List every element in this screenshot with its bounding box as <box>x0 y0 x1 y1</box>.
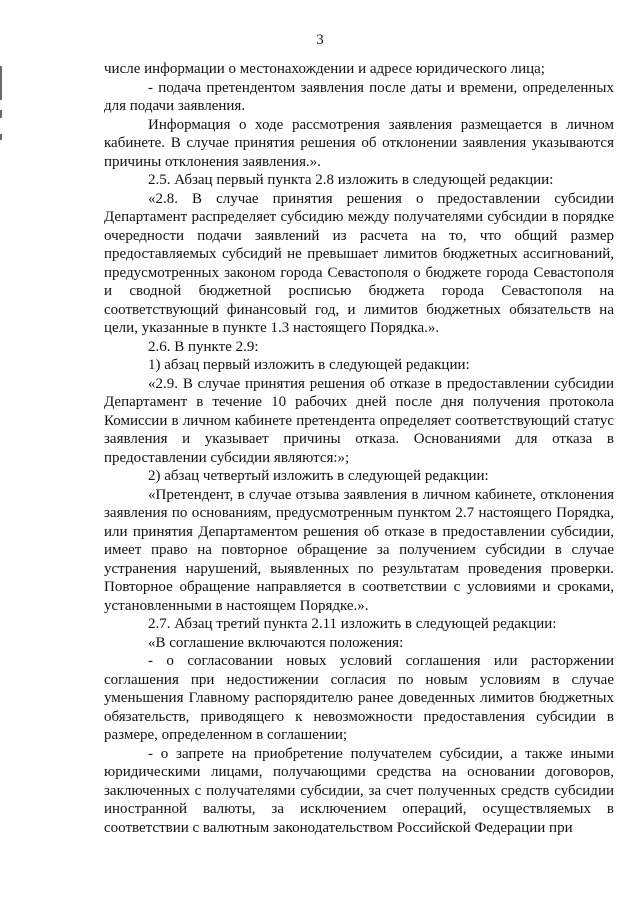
paragraph: «Претендент, в случае отзыва заявления в личном кабинете, отклонения заявления по основаниям, предусмотренным пунктом 2.7 настоящего Порядка, или принятия Департаментом решения об отказе в предоставлении субсидии, имеет право на повторное обращение за получением субсидии в случае устранения нарушений, выявленных по результатам проведения проверки. Повторное обращение направляется в соответствии с условиями и сроками, установленными в настоящем Порядке.». <box>104 486 614 614</box>
document-body <box>104 60 614 837</box>
page-number: 3 <box>316 32 324 48</box>
paragraph: - о согласовании новых условий соглашения или расторжении соглашения при недостижении согласия по новым условиям в случае уменьшения Главному распорядителю ранее доведенных лимитов бюджетных обязательств, приводящего к невозможности предоставления субсидии в размере, определенном в соглашении; <box>104 653 614 743</box>
paragraph: 2.6. В пункте 2.9: <box>148 338 259 355</box>
paragraph: 1) абзац первый изложить в следующей редакции: <box>148 357 470 373</box>
paragraph: числе информации о местонахождении и адресе юридического лица; <box>104 61 545 77</box>
paragraph: - подача претендентом заявления после даты и времени, определенных для подачи заявления. <box>104 79 614 114</box>
paragraph: 2.5. Абзац первый пункта 2.8 изложить в следующей редакции: <box>148 172 554 188</box>
paragraph: - о запрете на приобретение получателем субсидии, а также иными юридическими лицами, получающими средства на основании договоров, заключенных с получателями субсидии, за счет полученных средств субсидии иностранной валюты, за исключением операций, осуществляемых в соответствии с валютным законодательством Российской Федерации при <box>104 745 614 836</box>
paragraph: «2.9. В случае принятия решения об отказе в предоставлении субсидии Департамент в течение 10 рабочих дней после дня получения протокола Комиссии в личном кабинете претендента определяет соответствующий статус заявления и указывает причины отказа. Основаниями для отказа в предоставлении субсидии являются:»; <box>104 375 614 466</box>
paragraph: «В соглашение включаются положения: <box>148 634 404 651</box>
left-margin-mark <box>0 134 2 140</box>
paragraph: Информация о ходе рассмотрения заявления размещается в личном кабинете. В случае принятия решения об отклонении заявления указываются причины отклонения заявления.». <box>104 116 614 170</box>
left-margin-mark <box>0 110 2 118</box>
paragraph: «2.8. В случае принятия решения о предоставлении субсидии Департамент распределяет субсидию между получателями субсидии в порядке очередности подачи заявлений из расчета на то, что общий размер предоставляемых субсидий не превышает лимитов бюджетных ассигнований, предусмотренных законом города Севастополя о бюджете города Севастополя и сводной бюджетной росписью бюджета города Севастополя на соответствующий финансовый год, и лимитов бюджетных обязательств на цели, указанные в пункте 1.3 настоящего Порядка.». <box>104 190 614 336</box>
paragraph: 2.7. Абзац третий пункта 2.11 изложить в следующей редакции: <box>148 616 557 632</box>
left-margin-mark <box>0 66 2 100</box>
paragraph: 2) абзац четвертый изложить в следующей редакции: <box>148 468 489 484</box>
